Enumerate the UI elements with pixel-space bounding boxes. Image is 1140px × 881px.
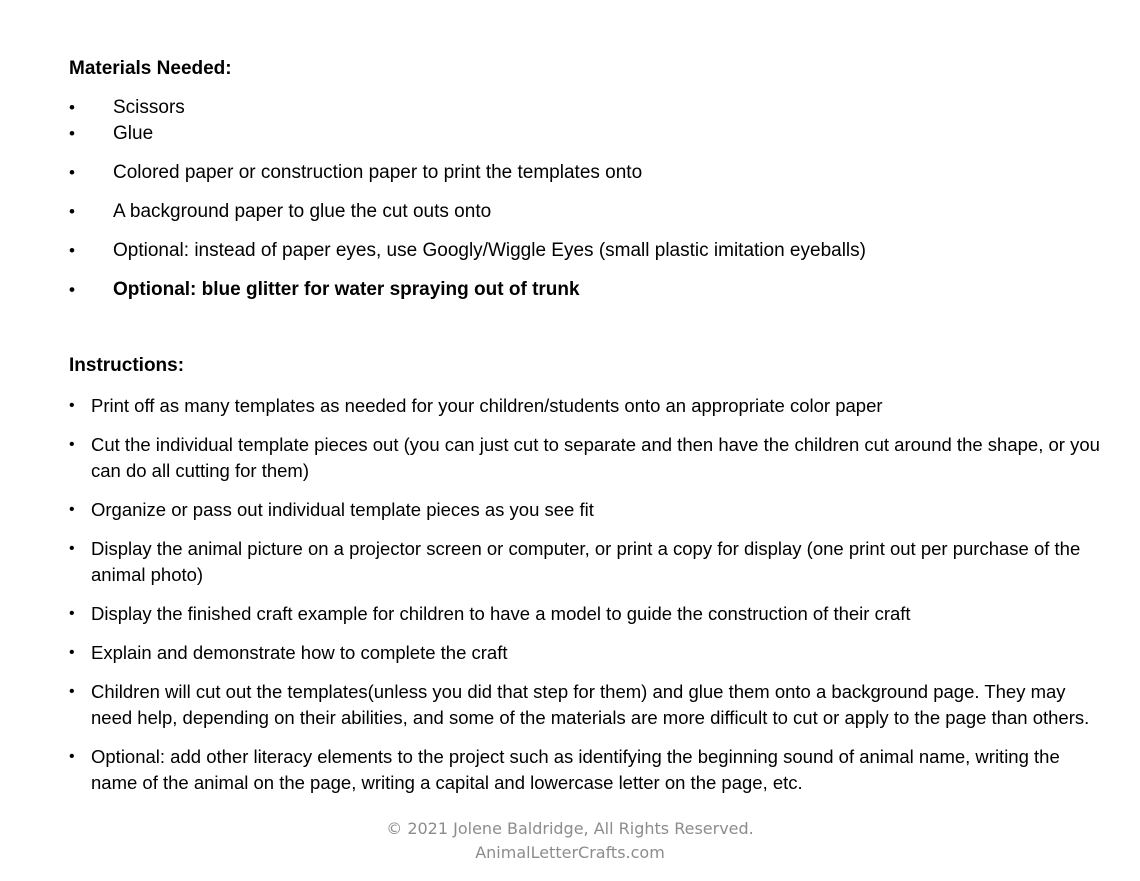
instruction-text: Print off as many templates as needed for your children/students onto an appropriate color paper xyxy=(91,395,883,416)
bullet-icon: • xyxy=(69,241,75,260)
instruction-text: Organize or pass out individual template pieces as you see fit xyxy=(91,499,594,520)
instruction-text: Children will cut out the templates(unless you did that step for them) and glue them onto a background page. They may need help, depending on their abilities, and some of the materials are more difficult to cut or apply to the page than others. xyxy=(91,681,1090,728)
footer-site: AnimalLetterCrafts.com xyxy=(475,843,665,862)
instruction-item xyxy=(69,497,1109,523)
materials-item xyxy=(69,160,642,186)
instruction-item xyxy=(69,601,1109,627)
bullet-icon: • xyxy=(69,397,75,414)
instruction-text: Display the finished craft example for children to have a model to guide the construction of their craft xyxy=(91,603,911,624)
bullet-icon: • xyxy=(69,540,75,557)
instruction-item xyxy=(69,536,1109,588)
materials-item xyxy=(69,95,185,121)
instruction-text: Explain and demonstrate how to complete the craft xyxy=(91,642,508,663)
materials-item-text: Optional: blue glitter for water spraying out of trunk xyxy=(113,279,580,300)
materials-heading: Materials Needed: xyxy=(69,58,232,79)
bullet-icon: • xyxy=(69,163,75,182)
instruction-item xyxy=(69,640,1109,666)
bullet-icon: • xyxy=(69,748,75,765)
materials-item-text: Colored paper or construction paper to print the templates onto xyxy=(113,162,643,183)
bullet-icon: • xyxy=(69,501,75,518)
materials-item-text: A background paper to glue the cut outs onto xyxy=(113,201,492,222)
bullet-icon: • xyxy=(69,436,75,453)
bullet-icon: • xyxy=(69,98,75,117)
bullet-icon: • xyxy=(69,280,75,299)
instruction-text: Optional: add other literacy elements to the project such as identifying the beginning sound of animal name, writing the name of the animal on the page, writing a capital and lowercase letter on the page, etc. xyxy=(91,746,1060,793)
materials-item xyxy=(69,277,580,303)
bullet-icon: • xyxy=(69,124,75,143)
footer-copyright: © 2021 Jolene Baldridge, All Rights Reserved. xyxy=(386,819,754,838)
instruction-text: Cut the individual template pieces out (you can just cut to separate and then have the children cut around the shape, or you can do all cutting for them) xyxy=(91,434,1100,481)
instruction-item xyxy=(69,679,1109,731)
bullet-icon: • xyxy=(69,644,75,661)
materials-item-text: Scissors xyxy=(113,97,185,118)
instruction-text: Display the animal picture on a projector screen or computer, or print a copy for display (one print out per purchase of the animal photo) xyxy=(91,538,1081,585)
bullet-icon: • xyxy=(69,605,75,622)
instructions-list xyxy=(69,393,1109,809)
instructions-heading: Instructions: xyxy=(69,355,185,376)
materials-item-text: Optional: instead of paper eyes, use Googly/Wiggle Eyes (small plastic imitation eyeballs) xyxy=(113,240,866,261)
materials-item xyxy=(69,121,153,147)
instruction-item xyxy=(69,744,1109,796)
instruction-item xyxy=(69,432,1109,484)
instruction-item xyxy=(69,393,1109,419)
bullet-icon: • xyxy=(69,683,75,700)
bullet-icon: • xyxy=(69,202,75,221)
materials-item xyxy=(69,199,491,225)
materials-item xyxy=(69,238,866,264)
materials-item-text: Glue xyxy=(113,123,154,144)
